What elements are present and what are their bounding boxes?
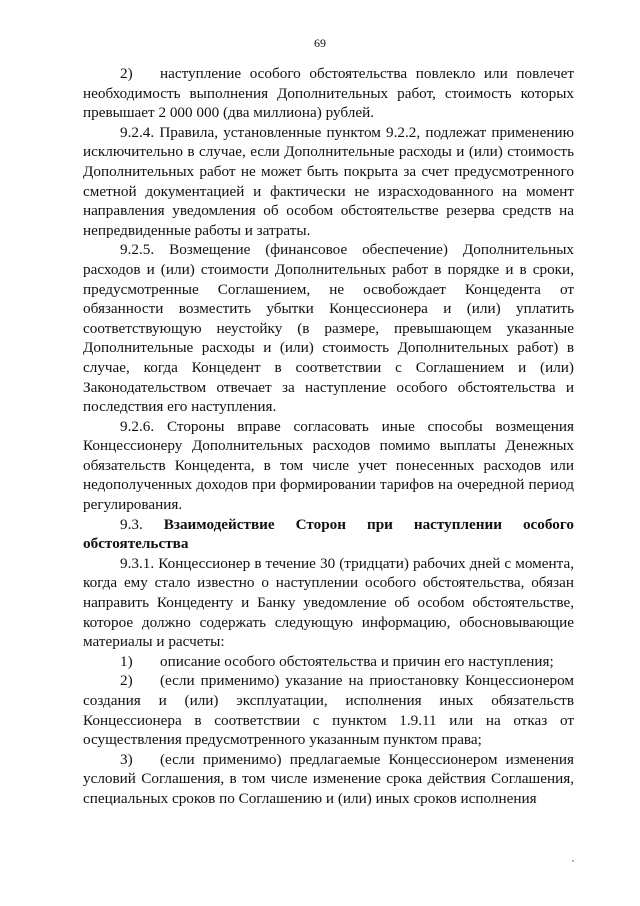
list-item-text: описание особого обстоятельства и причин его наступления; [160, 652, 554, 670]
section-number: 9.3. [120, 515, 143, 533]
list-marker: 2) [120, 672, 133, 690]
list-item [83, 64, 574, 123]
list-item-text: (если применимо) предлагаемые Концессионером изменения условий Соглашения, в том числе изменение срока действия Соглашения, специальных сроков по Соглашению и (или) иных сроков исполнения [83, 750, 574, 807]
paragraph-9-2-4: 9.2.4. Правила, установленные пунктом 9.2.2, подлежат применению исключительно в случае, если Дополнительные расходы и (или) стоимость Дополнительных работ не может быть покрыта за счет предусмотренного сметной документацией и фактически не израсходованного на момент направления уведомления об особом обстоятельстве резерва средств на непредвиденные работы и затраты. [83, 123, 574, 239]
section-heading-9-3 [83, 515, 574, 554]
list-item-text: (если применимо) указание на приостановку Концессионером создания и (или) эксплуатации, исполнения иных обязательств Концессионера в соответствии с пунктом 1.9.11 или на отказ от осуществления предусмотренного указанным пунктом права; [83, 672, 574, 749]
list-marker: 3) [120, 750, 133, 768]
page-number: 69 [314, 36, 326, 50]
document-body [83, 64, 574, 809]
section-title: Взаимодействие Сторон при наступлении особого обстоятельства [83, 515, 574, 553]
list-item [83, 671, 574, 749]
paragraph-9-2-6: 9.2.6. Стороны вправе согласовать иные способы возмещения Концессионеру Дополнительных расходов помимо выплаты Денежных обязательств Концедента, в том числе учет понесенных расходов или недополученных доходов при формировании тарифов на очередной период регулирования. [83, 417, 574, 514]
list-marker: 2) [120, 65, 133, 82]
paragraph-9-2-5: 9.2.5. Возмещение (финансовое обеспечение) Дополнительных расходов и (или) стоимости Дополнительных работ в порядке и в сроки, предусмотренные Соглашением, не освобождает Концедента от обязанности возместить убытки Концессионера и (или) уплатить соответствующую неустойку (в размере, превышающем указанные Дополнительные расходы и (или) стоимость Дополнительных работ) в случае, когда Концедент в соответствии с Соглашением и (или) Законодательством отвечает за наступление особого обстоятельства и последствия его наступления. [83, 241, 574, 416]
list-item [83, 652, 574, 672]
list-item [83, 750, 574, 809]
paragraph-9-3-1: 9.3.1. Концессионер в течение 30 (тридцати) рабочих дней с момента, когда ему стало известно о наступлении особого обстоятельства, обязан направить Концеденту и Банку уведомление об особом обстоятельстве, которое должно содержать следующую информацию, обосновывающие материалы и расчеты: [83, 554, 574, 651]
list-marker: 1) [120, 652, 133, 670]
scan-speck [572, 860, 574, 862]
list-item-text: наступление особого обстоятельства повлекло или повлечет необходимость выполнения Дополнительных работ, стоимость которых превышает 2 000 000 (два миллиона) рублей. [83, 65, 574, 122]
